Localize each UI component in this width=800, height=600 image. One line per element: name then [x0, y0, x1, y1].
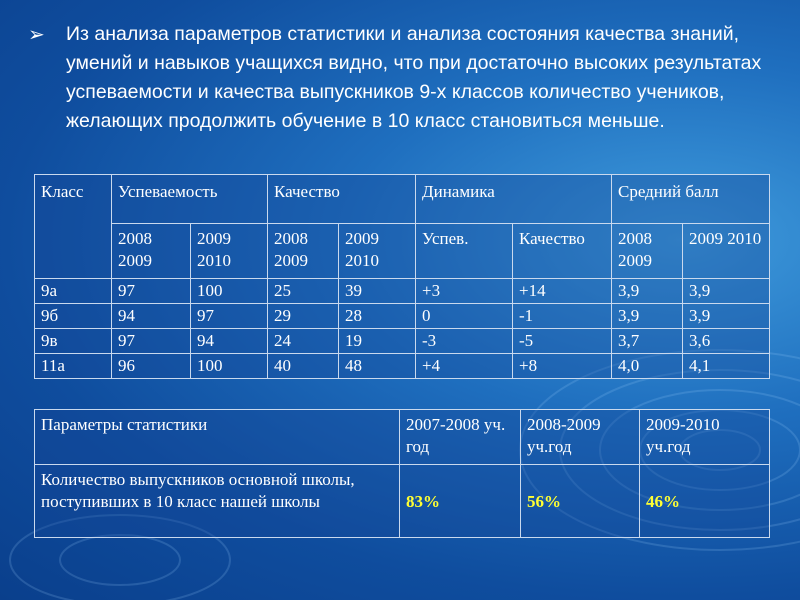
header-dinamika: Динамика	[416, 175, 612, 224]
cell-uspev-1: 94	[112, 304, 191, 329]
cell-dyn-uspev: +3	[416, 279, 513, 304]
cell-uspev-1: 97	[112, 329, 191, 354]
cell-kach-1: 40	[268, 354, 339, 379]
cell-uspev-2: 97	[191, 304, 268, 329]
cell-klass: 9б	[35, 304, 112, 329]
cell-klass: 9а	[35, 279, 112, 304]
cell-dyn-kach: +14	[513, 279, 612, 304]
statistics-table	[34, 409, 770, 538]
table-row	[35, 329, 770, 354]
cell-sred-2: 4,1	[683, 354, 770, 379]
cell-sred-2: 3,6	[683, 329, 770, 354]
table-row	[35, 279, 770, 304]
cell-sred-1: 3,9	[612, 279, 683, 304]
cell-dyn-uspev: +4	[416, 354, 513, 379]
header-year-2009: 2009-2010 уч.год	[640, 410, 770, 465]
table-row	[35, 354, 770, 379]
cell-sred-1: 3,9	[612, 304, 683, 329]
cell-kach-2: 39	[339, 279, 416, 304]
cell-klass: 9в	[35, 329, 112, 354]
cell-sred-1: 4,0	[612, 354, 683, 379]
cell-uspev-1: 97	[112, 279, 191, 304]
header-sredniy: Средний балл	[612, 175, 770, 224]
header-year-2008: 2008-2009 уч.год	[521, 410, 640, 465]
cell-kach-2: 48	[339, 354, 416, 379]
cell-dyn-uspev: -3	[416, 329, 513, 354]
subheader-dyn-uspev: Успев.	[416, 224, 513, 279]
cell-uspev-1: 96	[112, 354, 191, 379]
table-row	[35, 304, 770, 329]
intro-paragraph	[28, 20, 768, 136]
cell-kach-2: 19	[339, 329, 416, 354]
cell-dyn-kach: -1	[513, 304, 612, 329]
cell-kach-2: 28	[339, 304, 416, 329]
table-row	[35, 465, 770, 538]
results-table	[34, 174, 770, 379]
row-label: Количество выпускников основной школы, поступивших в 10 класс нашей школы	[35, 465, 400, 538]
value-2008: 56%	[521, 465, 640, 538]
cell-kach-1: 29	[268, 304, 339, 329]
value-2007: 83%	[400, 465, 521, 538]
subheader-kach-2009: 2009 2010	[339, 224, 416, 279]
header-kachestvo: Качество	[268, 175, 416, 224]
cell-uspev-2: 100	[191, 279, 268, 304]
cell-sred-2: 3,9	[683, 279, 770, 304]
cell-kach-1: 24	[268, 329, 339, 354]
cell-sred-2: 3,9	[683, 304, 770, 329]
subheader-uspev-2008: 2008 2009	[112, 224, 191, 279]
cell-uspev-2: 94	[191, 329, 268, 354]
cell-sred-1: 3,7	[612, 329, 683, 354]
value-2009: 46%	[640, 465, 770, 538]
cell-dyn-kach: +8	[513, 354, 612, 379]
subheader-sred-2009: 2009 2010	[683, 224, 770, 279]
subheader-dyn-kach: Качество	[513, 224, 612, 279]
cell-dyn-uspev: 0	[416, 304, 513, 329]
subheader-sred-2008: 2008 2009	[612, 224, 683, 279]
header-uspev: Успеваемость	[112, 175, 268, 224]
arrow-bullet-icon: ➢	[28, 22, 45, 46]
cell-kach-1: 25	[268, 279, 339, 304]
intro-text: Из анализа параметров статистики и анализа состояния качества знаний, умений и навыков учащихся видно, что при достаточно высоких результатах успеваемости и качества выпускников 9-х классов количество учеников, желающих продолжить обучение в 10 класс становиться меньше.	[66, 23, 762, 132]
cell-uspev-2: 100	[191, 354, 268, 379]
header-klass: Класс	[35, 175, 112, 279]
header-parameters: Параметры статистики	[35, 410, 400, 465]
cell-dyn-kach: -5	[513, 329, 612, 354]
header-year-2007: 2007-2008 уч. год	[400, 410, 521, 465]
cell-klass: 11а	[35, 354, 112, 379]
subheader-uspev-2009: 2009 2010	[191, 224, 268, 279]
subheader-kach-2008: 2008 2009	[268, 224, 339, 279]
